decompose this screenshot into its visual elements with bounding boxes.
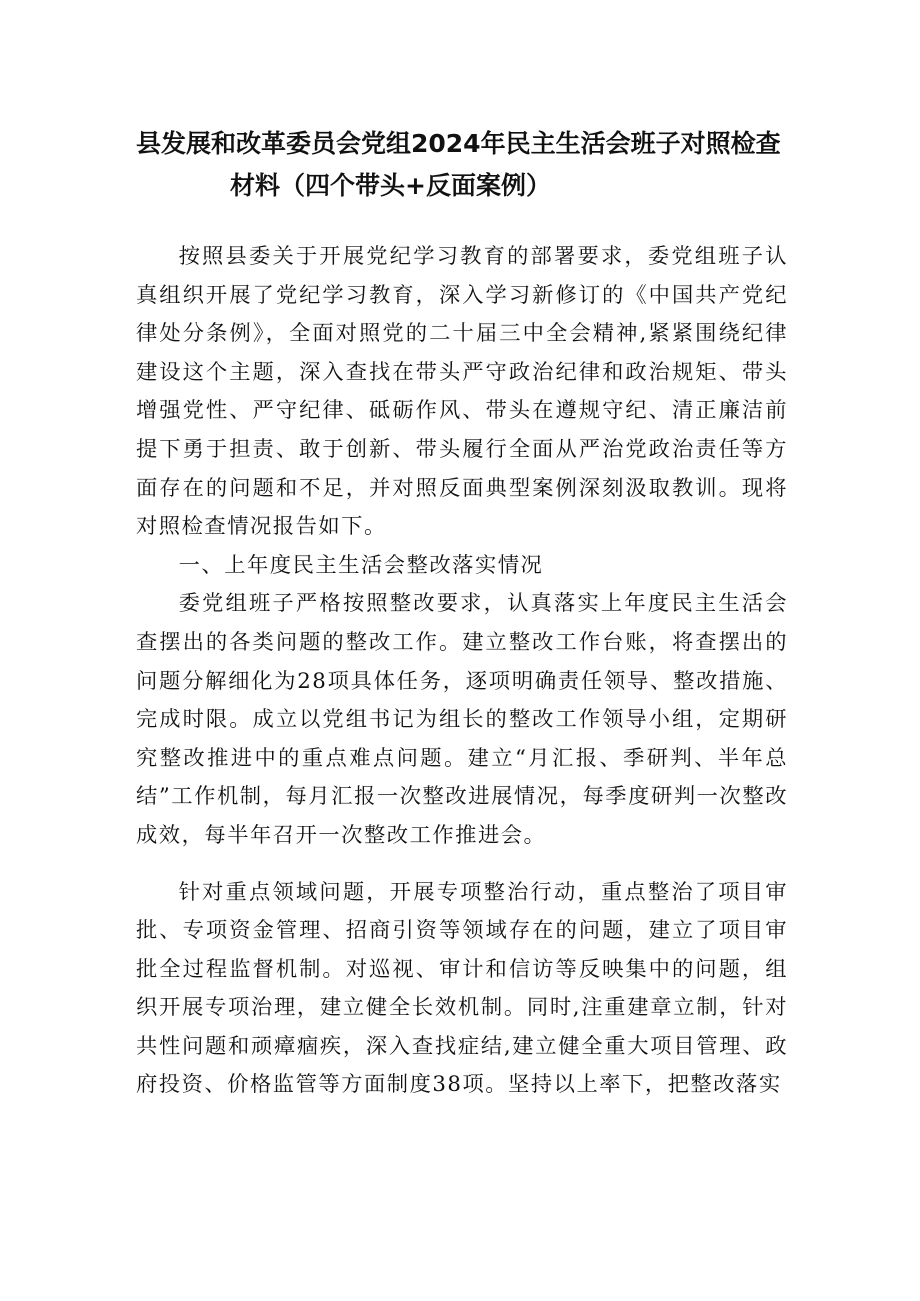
- document-title: [136, 123, 796, 207]
- paragraph-rectification: 委党组班子严格按照整改要求，认真落实上年度民主生活会查摆出的各类问题的整改工作。建立整改工作台账，将查摆出的问题分解细化为28项具体任务，逐项明确责任领导、整改措施、完成时限。成立以党组书记为组长的整改工作领导小组，定期研究整改推进中的重点难点问题。建立“月汇报、季研判、半年总结”工作机制，每月汇报一次整改进展情况，每季度研判一次整改成效，每半年召开一次整改工作推进会。: [136, 591, 788, 848]
- section-heading-1: 一、上年度民主生活会整改落实情况: [178, 552, 544, 578]
- title-line-1: 县发展和改革委员会党组2024年民主生活会班子对照检查: [136, 129, 781, 158]
- paragraph-special-rectification: 针对重点领域问题，开展专项整治行动，重点整治了项目审批、专项资金管理、招商引资等领域存在的问题，建立了项目审批全过程监督机制。对巡视、审计和信访等反映集中的问题，组织开展专项治理，建立健全长效机制。同时,注重建章立制，针对共性问题和顽瘴痼疾，深入查找症结,建立健全重大项目管理、政府投资、价格监管等方面制度38项。坚持以上率下，把整改落实: [136, 879, 788, 1098]
- title-line-2: 材料（四个带头+反面案例）: [230, 171, 551, 200]
- paragraph-intro: 按照县委关于开展党纪学习教育的部署要求，委党组班子认真组织开展了党纪学习教育，深入学习新修订的《中国共产党纪律处分条例》，全面对照党的二十届三中全会精神,紧紧围绕纪律建设这个主题，深入查找在带头严守政治纪律和政治规矩、带头增强党性、严守纪律、砥砺作风、带头在遵规守纪、清正廉洁前提下勇于担责、敢于创新、带头履行全面从严治党政治责任等方面存在的问题和不足，并对照反面典型案例深刻汲取教训。现将对照检查情况报告如下。: [136, 244, 788, 540]
- document-body: [136, 238, 788, 1105]
